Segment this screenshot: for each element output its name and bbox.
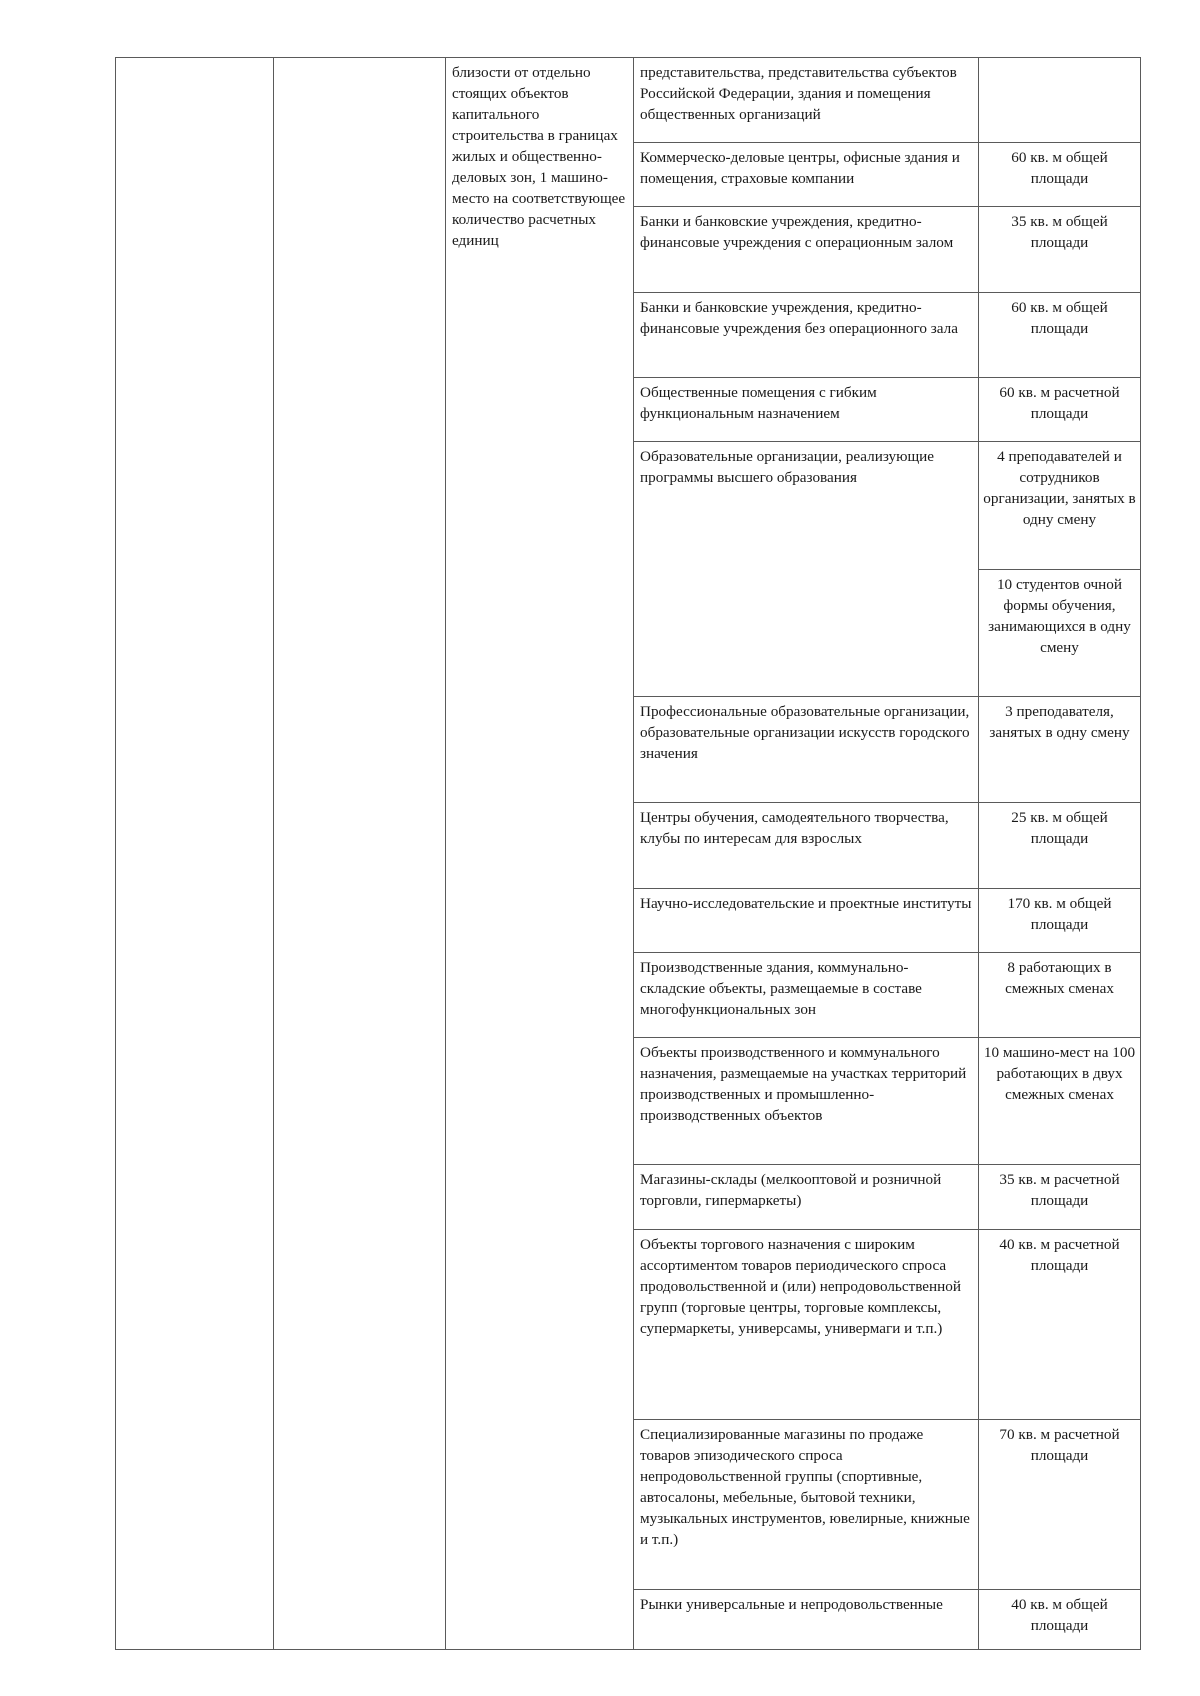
object-type-cell: Центры обучения, самодеятельного творчества, клубы по интересам для взрослых xyxy=(634,803,979,888)
norm-cell: 25 кв. м общей площади xyxy=(979,803,1141,888)
object-type-cell: Объекты торгового назначения с широким ассортиментом товаров периодического спроса продовольственной и (или) непродовольственной групп (торговые центры, торговые комплексы, супермаркеты, универсамы, универмаги и т.п.) xyxy=(634,1229,979,1420)
object-type-cell: Коммерческо-деловые центры, офисные здания и помещения, страховые компании xyxy=(634,143,979,207)
norm-cell: 60 кв. м общей площади xyxy=(979,143,1141,207)
empty-column-1 xyxy=(116,58,274,1650)
object-type-cell: Общественные помещения с гибким функциональным назначением xyxy=(634,377,979,441)
object-type-cell: Банки и банковские учреждения, кредитно-финансовые учреждения без операционного зала xyxy=(634,292,979,377)
object-type-cell: Научно-исследовательские и проектные институты xyxy=(634,888,979,952)
norm-cell: 70 кв. м расчетной площади xyxy=(979,1420,1141,1590)
norm-cell: 10 машино-мест на 100 работающих в двух смежных сменах xyxy=(979,1038,1141,1165)
norm-cell xyxy=(979,58,1141,143)
norm-cell: 35 кв. м расчетной площади xyxy=(979,1165,1141,1229)
object-type-cell: Магазины-склады (мелкооптовой и розничной торговли, гипермаркеты) xyxy=(634,1165,979,1229)
parking-condition-cell: близости от отдельно стоящих объектов капитального строительства в границах жилых и общественно-деловых зон, 1 машино-место на соответствующее количество расчетных единиц xyxy=(446,58,634,1650)
object-type-cell: Объекты производственного и коммунального назначения, размещаемые на участках территорий производственных и промышленно-производственных объектов xyxy=(634,1038,979,1165)
norm-cell: 35 кв. м общей площади xyxy=(979,207,1141,292)
norms-table xyxy=(115,57,1141,1650)
norm-cell: 3 преподавателя, занятых в одну смену xyxy=(979,696,1141,802)
object-type-cell: представительства, представительства субъектов Российской Федерации, здания и помещения общественных организаций xyxy=(634,58,979,143)
object-type-cell: Образовательные организации, реализующие программы высшего образования xyxy=(634,442,979,697)
norm-cell: 170 кв. м общей площади xyxy=(979,888,1141,952)
object-type-cell: Производственные здания, коммунально-складские объекты, размещаемые в составе многофункциональных зон xyxy=(634,952,979,1037)
norm-cell: 60 кв. м расчетной площади xyxy=(979,377,1141,441)
norm-cell: 60 кв. м общей площади xyxy=(979,292,1141,377)
norm-cell: 4 преподавателей и сотрудников организации, занятых в одну смену xyxy=(979,442,1141,569)
norm-cell: 10 студентов очной формы обучения, занимающихся в одну смену xyxy=(979,569,1141,696)
table-row xyxy=(116,58,1141,143)
norm-cell: 40 кв. м расчетной площади xyxy=(979,1229,1141,1420)
object-type-cell: Профессиональные образовательные организации, образовательные организации искусств городского значения xyxy=(634,696,979,802)
object-type-cell: Специализированные магазины по продаже товаров эпизодического спроса непродовольственной группы (спортивные, автосалоны, мебельные, бытовой техники, музыкальных инструментов, ювелирные, книжные и т.п.) xyxy=(634,1420,979,1590)
object-type-cell: Рынки универсальные и непродовольственные xyxy=(634,1589,979,1649)
empty-column-2 xyxy=(274,58,446,1650)
object-type-cell: Банки и банковские учреждения, кредитно-финансовые учреждения с операционным залом xyxy=(634,207,979,292)
norm-cell: 8 работающих в смежных сменах xyxy=(979,952,1141,1037)
norm-cell: 40 кв. м общей площади xyxy=(979,1589,1141,1649)
